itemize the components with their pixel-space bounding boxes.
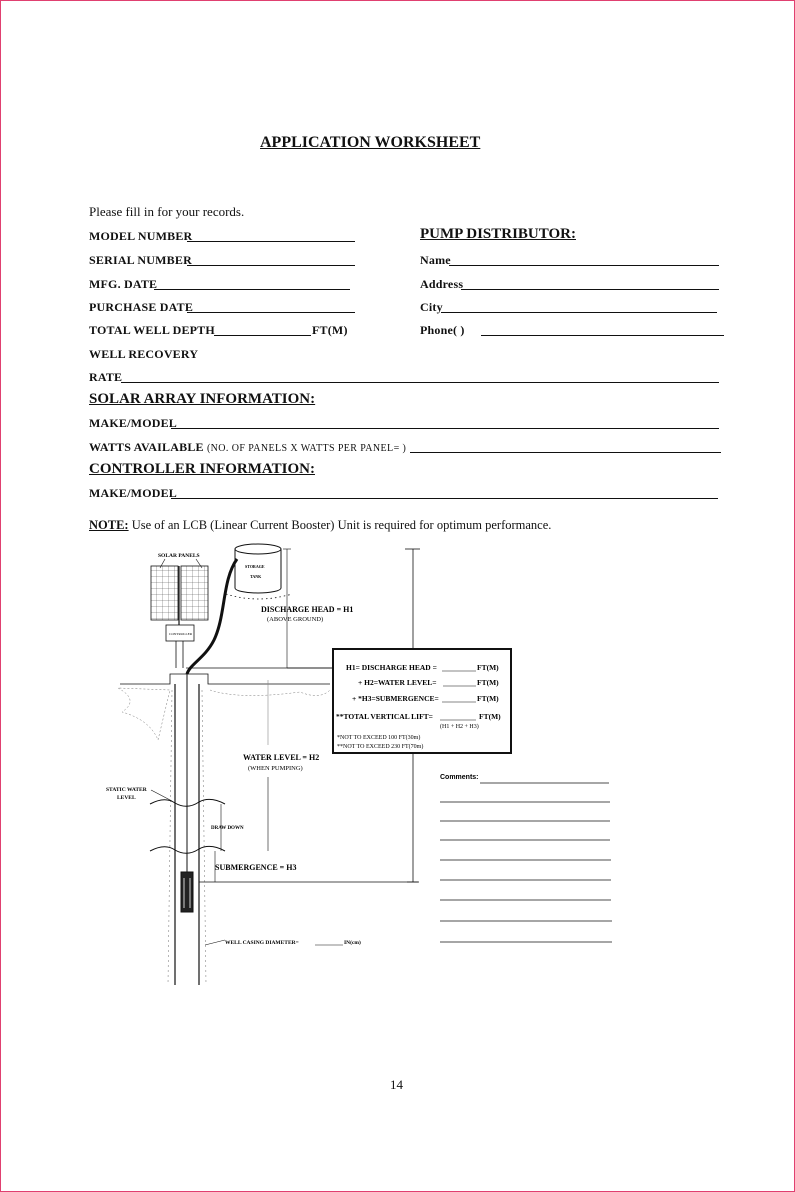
storage-label: STORAGE — [245, 564, 265, 569]
comments-label: Comments: — [440, 774, 479, 781]
not-exceed-2: **NOT TO EXCEED 230 FT(70m) — [337, 744, 424, 750]
not-exceed-1: *NOT TO EXCEED 100 FT(30m) — [337, 735, 421, 741]
distributor-address-label: Address — [420, 277, 464, 291]
watts-available-text: WATTS AVAILABLE — [89, 440, 204, 454]
serial-number-label: SERIAL NUMBER — [89, 253, 192, 267]
controller-heading: CONTROLLER INFORMATION: — [89, 461, 315, 477]
mfg-date-label: MFG. DATE — [89, 277, 158, 291]
page-number: 14 — [390, 1077, 403, 1092]
total-lift-label: **TOTAL VERTICAL LIFT= — [336, 712, 433, 721]
solar-panels-label: SOLAR PANELS — [158, 553, 200, 559]
pump-distributor-heading: PUMP DISTRIBUTOR: — [420, 226, 576, 242]
h2-unit: FT(M) — [477, 678, 499, 687]
water-level-label: WATER LEVEL = H2 — [243, 753, 320, 762]
purchase-date-label: PURCHASE DATE — [89, 300, 194, 314]
intro-text: Please fill in for your records. — [89, 204, 245, 219]
note-body: Use of an LCB (Linear Current Booster) Unit is required for optimum performance. — [128, 518, 552, 532]
total-lift-unit: FT(M) — [479, 712, 501, 721]
above-ground-label: (ABOVE GROUND) — [267, 616, 324, 623]
watts-hint: (NO. OF PANELS X WATTS PER PANEL= ) — [206, 443, 407, 454]
discharge-head-label: DISCHARGE HEAD = H1 — [261, 605, 354, 614]
distributor-city-label: City — [420, 300, 443, 314]
pump — [181, 872, 193, 912]
static-water-label: STATIC WATER — [106, 787, 147, 793]
controller-label: CONTROLLER — [169, 632, 193, 636]
h1-label: H1= DISCHARGE HEAD = — [346, 663, 437, 672]
total-well-depth-unit: FT(M) — [312, 323, 348, 337]
solar-make-model-label: MAKE/MODEL — [89, 416, 177, 430]
draw-down-label: DRAW DOWN — [211, 826, 244, 831]
storage-tank-top — [235, 544, 281, 554]
controller-make-model-label: MAKE/MODEL — [89, 486, 177, 500]
static-water-level-label: LEVEL — [117, 795, 136, 801]
well-casing-unit: IN(cm) — [344, 940, 361, 946]
h1-unit: FT(M) — [477, 663, 499, 672]
tank-label: TANK — [250, 574, 262, 579]
model-number-label: MODEL NUMBER — [89, 229, 193, 243]
well-casing-label: WELL CASING DIAMETER= — [225, 940, 299, 946]
h3-unit: FT(M) — [477, 694, 499, 703]
total-lift-formula: (H1 + H2 + H3) — [440, 724, 479, 730]
distributor-name-label: Name — [420, 253, 451, 267]
storage-tank — [235, 549, 281, 593]
total-well-depth-label: TOTAL WELL DEPTH — [89, 323, 215, 337]
when-pumping-label: (WHEN PUMPING) — [248, 765, 303, 772]
solar-panel-left — [151, 566, 178, 620]
solar-panel-right — [181, 566, 208, 620]
distributor-phone-label: Phone( ) — [420, 323, 465, 337]
page-title: APPLICATION WORKSHEET — [260, 134, 481, 151]
h3-label: + *H3=SUBMERGENCE= — [352, 694, 439, 703]
submergence-label: SUBMERGENCE = H3 — [215, 863, 297, 872]
solar-array-heading: SOLAR ARRAY INFORMATION: — [89, 391, 316, 407]
h2-label: + H2=WATER LEVEL= — [358, 678, 437, 687]
note-label: NOTE: — [89, 518, 129, 532]
rate-label: RATE — [89, 370, 123, 384]
well-recovery-label: WELL RECOVERY — [89, 347, 199, 361]
